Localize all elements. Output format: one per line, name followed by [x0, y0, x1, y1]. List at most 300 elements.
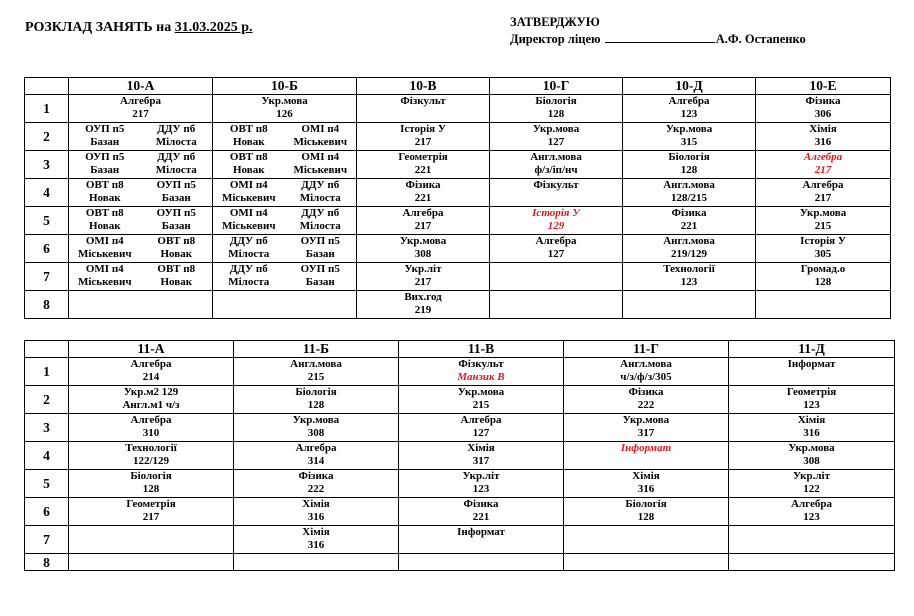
lesson-cell	[234, 498, 399, 526]
subject-text: Алгебра	[802, 179, 844, 191]
room-text: 123	[803, 511, 820, 523]
subject-text: Укр.літ	[462, 470, 500, 482]
room-text	[490, 276, 622, 289]
room-text: 122	[803, 483, 820, 495]
lesson-cell	[141, 263, 213, 291]
class-header: 11-Б	[234, 341, 399, 358]
room-text: 129	[547, 220, 565, 232]
room-text: Міськевич	[221, 220, 276, 232]
subject-text: Алгебра	[120, 95, 161, 107]
lesson-cell	[69, 358, 234, 386]
room-text: Новак	[160, 248, 193, 260]
subject-text: ОВТ п8	[85, 179, 124, 191]
lesson-cell	[69, 442, 234, 470]
lesson-cell	[357, 95, 490, 123]
room-text: 215	[307, 371, 325, 383]
room-text: Новак	[160, 276, 193, 288]
lesson-row	[25, 470, 895, 498]
lesson-cell	[285, 123, 357, 151]
subject-text: Алгебра	[130, 414, 172, 426]
room-text	[213, 304, 356, 317]
lesson-cell	[69, 207, 141, 235]
subject-text: Укр.літ	[792, 470, 830, 482]
lesson-cell	[285, 235, 357, 263]
room-text: Новак	[232, 136, 265, 148]
room-text: Базан	[305, 276, 335, 288]
class-header: 11-А	[69, 341, 234, 358]
subject-text: ОМІ п4	[229, 207, 268, 219]
room-text: 217	[132, 108, 149, 120]
lesson-cell	[141, 179, 213, 207]
room-text: 128	[307, 399, 325, 411]
lesson-row	[25, 263, 891, 291]
lesson-cell	[234, 358, 399, 386]
lesson-row	[25, 123, 891, 151]
lesson-cell	[285, 179, 357, 207]
lesson-cell	[234, 470, 399, 498]
class-header: 11-Г	[564, 341, 729, 358]
lesson-row	[25, 207, 891, 235]
subject-text: Алгебра	[535, 235, 577, 247]
room-text: Новак	[88, 192, 121, 204]
lesson-number: 6	[25, 235, 69, 263]
room-text: 222	[637, 399, 655, 411]
room-text: 314	[307, 455, 325, 467]
lesson-cell	[490, 291, 623, 319]
lesson-row	[25, 235, 891, 263]
subject-text: ОВТ п8	[157, 263, 196, 275]
subject-text: Хімія	[302, 498, 330, 510]
lesson-cell	[69, 151, 141, 179]
lesson-number: 3	[25, 151, 69, 179]
lesson-cell	[399, 554, 564, 571]
room-text: 127	[547, 248, 565, 260]
subject-text: Геометрія	[398, 151, 448, 163]
subject-text: ОУП п5	[300, 263, 340, 275]
room-text: 219/129	[670, 248, 708, 260]
lesson-cell	[623, 123, 756, 151]
subject-text: Алгебра	[668, 95, 710, 107]
room-text: 316	[307, 539, 325, 551]
subject-text: ДДУ пб	[301, 179, 340, 191]
subject-text: Укр.літ	[404, 263, 442, 275]
lesson-cell	[141, 207, 213, 235]
lesson-cell	[141, 123, 213, 151]
lesson-cell	[69, 123, 141, 151]
lesson-cell	[285, 263, 357, 291]
lesson-cell	[490, 151, 623, 179]
subject-text: Історія У	[400, 123, 446, 135]
subject-text	[729, 526, 894, 539]
room-text: Базан	[90, 164, 120, 176]
lesson-cell	[69, 179, 141, 207]
subject-text: Громад.о	[800, 263, 846, 275]
lesson-cell	[623, 291, 756, 319]
lesson-cell	[234, 554, 399, 571]
lesson-number: 4	[25, 442, 69, 470]
lesson-number: 3	[25, 414, 69, 442]
subject-text: Англ.мова	[620, 358, 672, 370]
subject-text: Фізика	[405, 179, 441, 191]
lesson-number: 7	[25, 526, 69, 554]
subject-text: Укр.мова	[622, 414, 670, 426]
subject-text: Алгебра	[460, 414, 502, 426]
subject-text: ДДУ пб	[229, 235, 268, 247]
subject-text	[213, 291, 356, 304]
room-text: 316	[814, 136, 832, 148]
subject-text: Хімія	[809, 123, 837, 135]
lesson-number: 8	[25, 554, 69, 571]
subject-text: Алгебра	[803, 151, 843, 163]
room-text: 221	[414, 164, 432, 176]
room-text: 316	[307, 511, 325, 523]
room-text: 217	[414, 136, 432, 148]
room-text: 122/129	[132, 455, 170, 467]
room-text: 221	[472, 511, 490, 523]
subject-text: ДДУ пб	[229, 263, 268, 275]
room-text: 316	[637, 483, 655, 495]
lesson-cell	[69, 235, 141, 263]
lesson-cell	[234, 442, 399, 470]
room-text: Новак	[88, 220, 121, 232]
room-text: 126	[276, 108, 293, 120]
lesson-cell	[490, 95, 623, 123]
subject-text: Фізика	[628, 386, 664, 398]
lesson-cell	[623, 179, 756, 207]
lesson-cell	[564, 498, 729, 526]
subject-text: Біологія	[130, 470, 172, 482]
room-text: 128	[637, 511, 655, 523]
subject-text: Укр.мова	[399, 235, 447, 247]
lesson-cell	[623, 263, 756, 291]
room-text: 310	[142, 427, 160, 439]
room-text: 123	[472, 483, 490, 495]
room-text: 217	[414, 220, 432, 232]
room-text: 317	[637, 427, 655, 439]
approval-block	[510, 14, 806, 48]
lesson-cell	[213, 151, 285, 179]
lesson-cell	[285, 207, 357, 235]
lesson-cell	[729, 498, 895, 526]
room-text: ч/з/ф/з/305	[620, 371, 672, 383]
lesson-cell	[69, 498, 234, 526]
class-header: 10-Е	[756, 78, 891, 95]
room-text: Базан	[161, 220, 191, 232]
subject-text: Алгебра	[130, 358, 172, 370]
room-text: 221	[414, 192, 432, 204]
subject-text: ДДУ пб	[301, 207, 340, 219]
subject-text: Інформат	[620, 442, 672, 454]
lesson-cell	[357, 235, 490, 263]
lesson-cell	[357, 207, 490, 235]
class-header: 11-Д	[729, 341, 895, 358]
lesson-cell	[399, 498, 564, 526]
room-text: Манзик В	[457, 371, 505, 383]
lesson-row	[25, 386, 895, 414]
subject-text: Історія У	[532, 207, 580, 219]
subject-text: ОМІ п4	[229, 179, 268, 191]
subject-text: Фізика	[671, 207, 707, 219]
lesson-cell	[756, 151, 891, 179]
lesson-row	[25, 179, 891, 207]
subject-text: Фізкульт	[533, 179, 579, 191]
lesson-cell	[213, 207, 285, 235]
room-text: Мілоста	[299, 220, 341, 232]
lesson-cell	[399, 442, 564, 470]
subject-text: Укр.мова	[292, 414, 340, 426]
lesson-cell	[141, 235, 213, 263]
subject-text: Хімія	[467, 442, 495, 454]
room-text	[729, 539, 894, 552]
lesson-cell	[399, 358, 564, 386]
room-text: 214	[142, 371, 160, 383]
lesson-cell	[234, 526, 399, 554]
subject-text: Геометрія	[786, 386, 837, 398]
room-text: 308	[414, 248, 432, 260]
lesson-row	[25, 414, 895, 442]
class-header: 10-Д	[623, 78, 756, 95]
room-text: 317	[472, 455, 490, 467]
lesson-cell	[564, 442, 729, 470]
lesson-cell	[213, 123, 285, 151]
room-text	[490, 304, 622, 317]
subject-text: Англ.мова	[290, 358, 342, 370]
room-text: Міськевич	[221, 192, 276, 204]
lesson-cell	[756, 235, 891, 263]
lesson-cell	[399, 526, 564, 554]
lesson-row	[25, 151, 891, 179]
lesson-number: 5	[25, 470, 69, 498]
room-text: Базан	[90, 136, 120, 148]
lesson-number: 2	[25, 386, 69, 414]
room-text: 128	[814, 276, 832, 288]
lesson-cell	[69, 263, 141, 291]
subject-text: Укр.мова	[532, 123, 580, 135]
subject-text	[756, 291, 890, 304]
subject-text: Хімія	[632, 470, 660, 482]
room-text: 217	[142, 511, 160, 523]
lesson-cell	[69, 386, 234, 414]
room-text	[623, 304, 755, 317]
room-text: Мілоста	[155, 136, 197, 148]
schedule-title	[25, 20, 253, 36]
lesson-row	[25, 498, 895, 526]
room-text: Мілоста	[228, 276, 270, 288]
subject-text	[623, 291, 755, 304]
room-text: 127	[472, 427, 490, 439]
lesson-cell	[234, 414, 399, 442]
subject-text: Англ.мова	[663, 179, 715, 191]
subject-text: ОУП п5	[156, 179, 196, 191]
room-text: Міськевич	[77, 248, 132, 260]
subject-text	[490, 263, 622, 276]
room-text: 127	[547, 136, 565, 148]
room-text	[729, 371, 894, 384]
room-text: 217	[814, 164, 832, 176]
lesson-cell	[69, 95, 213, 123]
lesson-cell	[490, 123, 623, 151]
lesson-cell	[756, 291, 891, 319]
subject-text: Укр.мова	[261, 95, 308, 107]
room-text: 217	[814, 192, 832, 204]
lesson-cell	[623, 151, 756, 179]
lesson-cell	[69, 470, 234, 498]
lesson-number: 7	[25, 263, 69, 291]
lesson-row	[25, 554, 895, 571]
room-text: 316	[803, 427, 820, 439]
lesson-number: 2	[25, 123, 69, 151]
lesson-cell	[234, 386, 399, 414]
room-text: 128	[142, 483, 160, 495]
subject-text: Біологія	[625, 498, 667, 510]
lesson-cell	[490, 263, 623, 291]
subject-text	[69, 291, 212, 304]
room-text: Міськевич	[77, 276, 132, 288]
subject-text: ОВТ п8	[157, 235, 196, 247]
lesson-row	[25, 526, 895, 554]
subject-text: Укр.мова	[788, 442, 835, 454]
lesson-cell	[564, 358, 729, 386]
subject-text: ОУП п5	[300, 235, 340, 247]
lesson-cell	[213, 291, 357, 319]
subject-text: ОМІ п4	[301, 123, 340, 135]
room-text: 123	[680, 276, 698, 288]
room-text: Мілоста	[155, 164, 197, 176]
room-text: 308	[307, 427, 325, 439]
room-text: 215	[472, 399, 490, 411]
lesson-cell	[69, 414, 234, 442]
subject-text: ОУП п5	[85, 123, 125, 135]
subject-text: Укр.мова	[457, 386, 505, 398]
room-text	[564, 539, 728, 552]
lesson-cell	[69, 291, 213, 319]
room-text: 315	[680, 136, 698, 148]
subject-text: Алгебра	[791, 498, 832, 510]
room-text: 222	[307, 483, 325, 495]
room-text	[69, 304, 212, 317]
lesson-number: 1	[25, 358, 69, 386]
subject-text: ОМІ п4	[85, 235, 124, 247]
subject-text: Інформат	[457, 526, 505, 538]
lesson-cell	[69, 526, 234, 554]
title-prefix: РОЗКЛАД ЗАНЯТЬ на	[25, 20, 175, 35]
subject-text: ОВТ п8	[229, 151, 268, 163]
lesson-cell	[357, 179, 490, 207]
lesson-cell	[729, 554, 895, 571]
lesson-cell	[729, 442, 895, 470]
room-text: 221	[680, 220, 698, 232]
lesson-cell	[141, 151, 213, 179]
lesson-cell	[623, 235, 756, 263]
lesson-cell	[756, 263, 891, 291]
lesson-cell	[623, 95, 756, 123]
lesson-cell	[357, 291, 490, 319]
lesson-cell	[490, 235, 623, 263]
lesson-cell	[213, 263, 285, 291]
lesson-number: 6	[25, 498, 69, 526]
room-text	[399, 539, 563, 552]
subject-text: Технології	[125, 442, 177, 454]
room-text: Базан	[305, 248, 335, 260]
room-text: 305	[814, 248, 832, 260]
subject-text: ОМІ п4	[301, 151, 340, 163]
subject-text: Біологія	[535, 95, 577, 107]
corner-cell	[25, 341, 69, 358]
lesson-cell	[399, 470, 564, 498]
lesson-cell	[399, 386, 564, 414]
lesson-cell	[564, 554, 729, 571]
room-text: 128	[680, 164, 698, 176]
class-header: 10-Б	[213, 78, 357, 95]
room-text: 308	[803, 455, 820, 467]
class-header: 11-В	[399, 341, 564, 358]
subject-text	[69, 526, 233, 539]
lesson-number: 5	[25, 207, 69, 235]
subject-text: Геометрія	[126, 498, 176, 510]
lesson-cell	[213, 235, 285, 263]
lesson-number: 1	[25, 95, 69, 123]
lesson-number: 8	[25, 291, 69, 319]
subject-text	[564, 526, 728, 539]
subject-text: Укр.м2 129	[123, 386, 179, 398]
lesson-row	[25, 358, 895, 386]
grade11-header-row	[25, 341, 895, 358]
subject-text: ОМІ п4	[85, 263, 124, 275]
room-text: 219	[414, 304, 432, 316]
room-text: Новак	[232, 164, 265, 176]
subject-text: ДДУ пб	[157, 151, 196, 163]
room-text	[490, 192, 622, 205]
subject-text: Англ.мова	[530, 151, 582, 163]
room-text: Мілоста	[228, 248, 270, 260]
lesson-cell	[357, 151, 490, 179]
subject-text: Фізкульт	[458, 358, 504, 370]
room-text	[564, 455, 728, 468]
lesson-cell	[756, 179, 891, 207]
lesson-cell	[399, 414, 564, 442]
lesson-number: 4	[25, 179, 69, 207]
lesson-cell	[213, 179, 285, 207]
lesson-cell	[490, 179, 623, 207]
subject-text: Укр.мова	[665, 123, 713, 135]
lesson-cell	[357, 263, 490, 291]
subject-text: ОУП п5	[156, 207, 196, 219]
director-line	[510, 31, 806, 48]
lesson-cell	[729, 470, 895, 498]
lesson-cell	[756, 95, 891, 123]
room-text: 123	[680, 108, 698, 120]
subject-text: Інформат	[787, 358, 836, 370]
subject-text: Фізкульт	[400, 95, 446, 107]
lesson-row	[25, 95, 891, 123]
lesson-cell	[564, 386, 729, 414]
lesson-cell	[729, 386, 895, 414]
room-text: 215	[814, 220, 832, 232]
approve-label: ЗАТВЕРДЖУЮ	[510, 15, 600, 29]
lesson-cell	[564, 414, 729, 442]
subject-text: Фізика	[298, 470, 334, 482]
subject-text: Технології	[663, 263, 715, 275]
subject-text: Історія У	[800, 235, 846, 247]
room-text	[69, 539, 233, 552]
subject-text: Біологія	[668, 151, 710, 163]
subject-text: Біологія	[295, 386, 337, 398]
room-text: 128	[547, 108, 565, 120]
lesson-cell	[729, 358, 895, 386]
grade10-header-row	[25, 78, 891, 95]
lesson-cell	[756, 207, 891, 235]
grade10-schedule-table	[24, 77, 891, 319]
